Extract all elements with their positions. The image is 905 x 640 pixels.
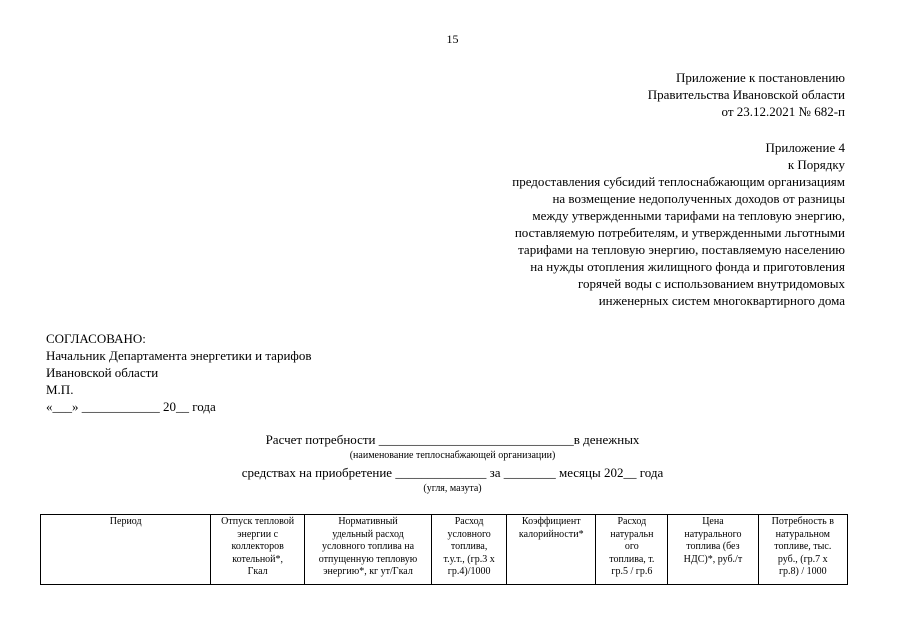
header-cell-normative-consumption: Нормативный удельный расход условного топлива на отпущенную тепловую энергию*, кг ут/Гкал (304, 515, 431, 585)
calculation-table (40, 514, 848, 585)
calc-title-line-1: Расчет потребности ______________________________в денежных (265, 432, 640, 447)
approval-block (46, 330, 311, 415)
header-cell-conventional-fuel: Расход условного топлива, т.у.т., (гр.3 х гр.4)/1000 (432, 515, 507, 585)
approval-line: СОГЛАСОВАНО: (46, 331, 146, 346)
appendix-header (648, 69, 845, 120)
header-cell-period: Период (41, 515, 211, 585)
appendix-4-line: между утвержденными тарифами на тепловую энергию, (532, 208, 845, 223)
table-header-row (41, 515, 848, 585)
header-cell-fuel-need: Потребность в натуральном топливе, тыс. руб., (гр.7 х гр.8) / 1000 (758, 515, 847, 585)
appendix-4-line: горячей воды с использованием внутридомовых (577, 276, 845, 291)
calc-title-note-1: (наименование теплоснабжающей организации) (349, 450, 556, 461)
header-cell-calorific-coefficient: Коэффициент калорийности* (507, 515, 596, 585)
appendix-4-line: на нужды отопления жилищного фонда и приготовления (530, 259, 845, 274)
appendix-header-line: Правительства Ивановской области (647, 87, 845, 102)
calc-title-note-2: (угля, мазута) (423, 483, 482, 494)
appendix-4-line: Приложение 4 (765, 140, 845, 155)
appendix-4-line: предоставления субсидий теплоснабжающим организациям (512, 174, 845, 189)
calc-title-line-2: средствах на приобретение ______________ за ________ месяцы 202__ года (241, 465, 664, 480)
appendix-4-line: поставляемую потребителям, и утвержденными льготными (514, 225, 845, 240)
approval-date-line: «___» ____________ 20__ года (46, 399, 216, 414)
header-cell-heat-output: Отпуск тепловой энергии с коллекторов котельной*, Гкал (211, 515, 304, 585)
appendix-4-line: на возмещение недополученных доходов от разницы (552, 191, 845, 206)
approval-line: М.П. (46, 382, 74, 397)
header-cell-natural-fuel: Расход натуральн ого топлива, т. гр.5 / гр.6 (596, 515, 668, 585)
appendix-4-line: инженерных систем многоквартирного дома (598, 293, 845, 308)
appendix-4-block (512, 139, 845, 309)
header-cell-fuel-price: Цена натурального топлива (без НДС)*, руб./т (668, 515, 758, 585)
appendix-4-line: тарифами на тепловую энергию, поставляемую населению (518, 242, 845, 257)
appendix-4-line: к Порядку (787, 157, 845, 172)
approval-line: Ивановской области (46, 365, 159, 380)
approval-line: Начальник Департамента энергетики и тарифов (46, 348, 312, 363)
page-number: 15 (446, 32, 459, 46)
appendix-header-line: Приложение к постановлению (675, 70, 845, 85)
appendix-header-line: от 23.12.2021 № 682-п (721, 104, 845, 119)
